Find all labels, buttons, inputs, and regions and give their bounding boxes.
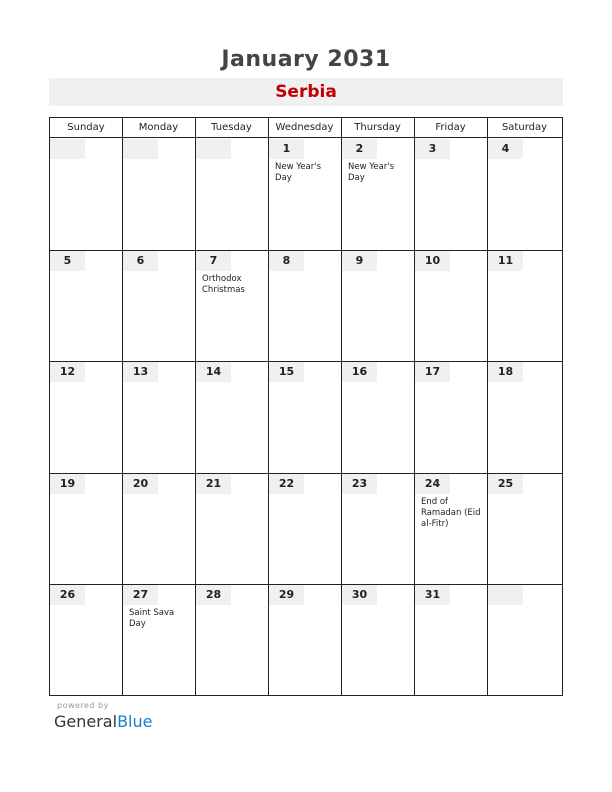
day-number: 4: [488, 139, 523, 159]
day-number: 24: [415, 474, 450, 494]
day-cell[interactable]: [488, 474, 562, 584]
day-cell[interactable]: [196, 251, 268, 361]
day-cell[interactable]: [342, 251, 414, 361]
day-cell[interactable]: [123, 362, 195, 473]
brand-blue-text: Blue: [117, 712, 153, 731]
day-number: [123, 139, 158, 159]
day-number: 22: [269, 474, 304, 494]
day-number: 17: [415, 362, 450, 382]
day-cell[interactable]: [488, 585, 562, 695]
day-number: 8: [269, 251, 304, 271]
holiday-label: Saint Sava Day: [129, 608, 175, 629]
weekday-header-2: Tuesday: [211, 122, 252, 133]
day-number: 5: [50, 251, 85, 271]
day-cell[interactable]: [269, 585, 341, 695]
holiday-label: Orthodox Christmas: [202, 274, 245, 295]
weekday-header-row: [50, 118, 562, 138]
day-cell[interactable]: [50, 139, 121, 250]
day-number: 7: [196, 251, 231, 271]
day-cell[interactable]: [415, 362, 487, 473]
day-number: 30: [342, 585, 377, 605]
day-number: 26: [50, 585, 85, 605]
day-cell[interactable]: [196, 474, 268, 584]
brand-general-text: General: [54, 712, 118, 731]
day-number: 14: [196, 362, 231, 382]
day-number: 16: [342, 362, 377, 382]
country-banner: [49, 78, 563, 106]
day-cell[interactable]: [269, 362, 341, 473]
day-cell[interactable]: [415, 474, 487, 584]
day-number: 6: [123, 251, 158, 271]
weekday-header-1: Monday: [138, 122, 179, 133]
day-number: 9: [342, 251, 377, 271]
calendar-grid: [49, 117, 563, 696]
day-cell[interactable]: [50, 362, 121, 473]
holiday-label: New Year's Day: [348, 162, 395, 183]
holiday-label: New Year's Day: [275, 162, 322, 183]
day-cell[interactable]: [123, 139, 195, 250]
day-number: 27: [123, 585, 158, 605]
day-number: 23: [342, 474, 377, 494]
day-number: 20: [123, 474, 158, 494]
generalblue-logo[interactable]: [54, 712, 152, 731]
weekday-header-6: Saturday: [501, 122, 548, 133]
day-cell[interactable]: [50, 474, 121, 584]
weekday-header-5: Friday: [435, 122, 466, 133]
day-cell[interactable]: [50, 585, 121, 695]
day-number: 15: [269, 362, 304, 382]
calendar-title: January 2031: [221, 47, 391, 72]
day-cell[interactable]: [269, 251, 341, 361]
day-number: 18: [488, 362, 523, 382]
day-cell[interactable]: [123, 251, 195, 361]
day-cell[interactable]: [342, 139, 414, 250]
day-number: 21: [196, 474, 231, 494]
weekday-header-0: Sunday: [67, 122, 105, 133]
day-number: 28: [196, 585, 231, 605]
day-number: [196, 139, 231, 159]
day-number: 13: [123, 362, 158, 382]
day-number: 11: [488, 251, 523, 271]
day-number: 10: [415, 251, 450, 271]
weekday-header-4: Thursday: [354, 122, 401, 133]
day-cell[interactable]: [415, 585, 487, 695]
day-cell[interactable]: [269, 474, 341, 584]
day-number: 12: [50, 362, 85, 382]
day-cell[interactable]: [488, 139, 562, 250]
day-cell[interactable]: [196, 139, 268, 250]
day-number: 31: [415, 585, 450, 605]
day-cell[interactable]: [196, 585, 268, 695]
day-number: 29: [269, 585, 304, 605]
day-number: 19: [50, 474, 85, 494]
day-number: 2: [342, 139, 377, 159]
day-number: [488, 585, 523, 605]
day-cell[interactable]: [488, 251, 562, 361]
day-cell[interactable]: [342, 362, 414, 473]
day-cell[interactable]: [123, 474, 195, 584]
day-cell[interactable]: [415, 251, 487, 361]
day-cell[interactable]: [123, 585, 195, 695]
day-number: 25: [488, 474, 523, 494]
day-cell[interactable]: [269, 139, 341, 250]
day-cell[interactable]: [488, 362, 562, 473]
day-number: [50, 139, 85, 159]
day-cell[interactable]: [50, 251, 121, 361]
country-name: Serbia: [275, 82, 337, 102]
holiday-label: End of Ramadan (Eid al-Fitr): [421, 497, 481, 529]
day-cell[interactable]: [342, 474, 414, 584]
day-cell[interactable]: [342, 585, 414, 695]
day-cell[interactable]: [415, 139, 487, 250]
day-number: 1: [269, 139, 304, 159]
weekday-header-3: Wednesday: [275, 122, 334, 133]
powered-by-label: powered by: [57, 701, 109, 710]
day-cell[interactable]: [196, 362, 268, 473]
day-number: 3: [415, 139, 450, 159]
